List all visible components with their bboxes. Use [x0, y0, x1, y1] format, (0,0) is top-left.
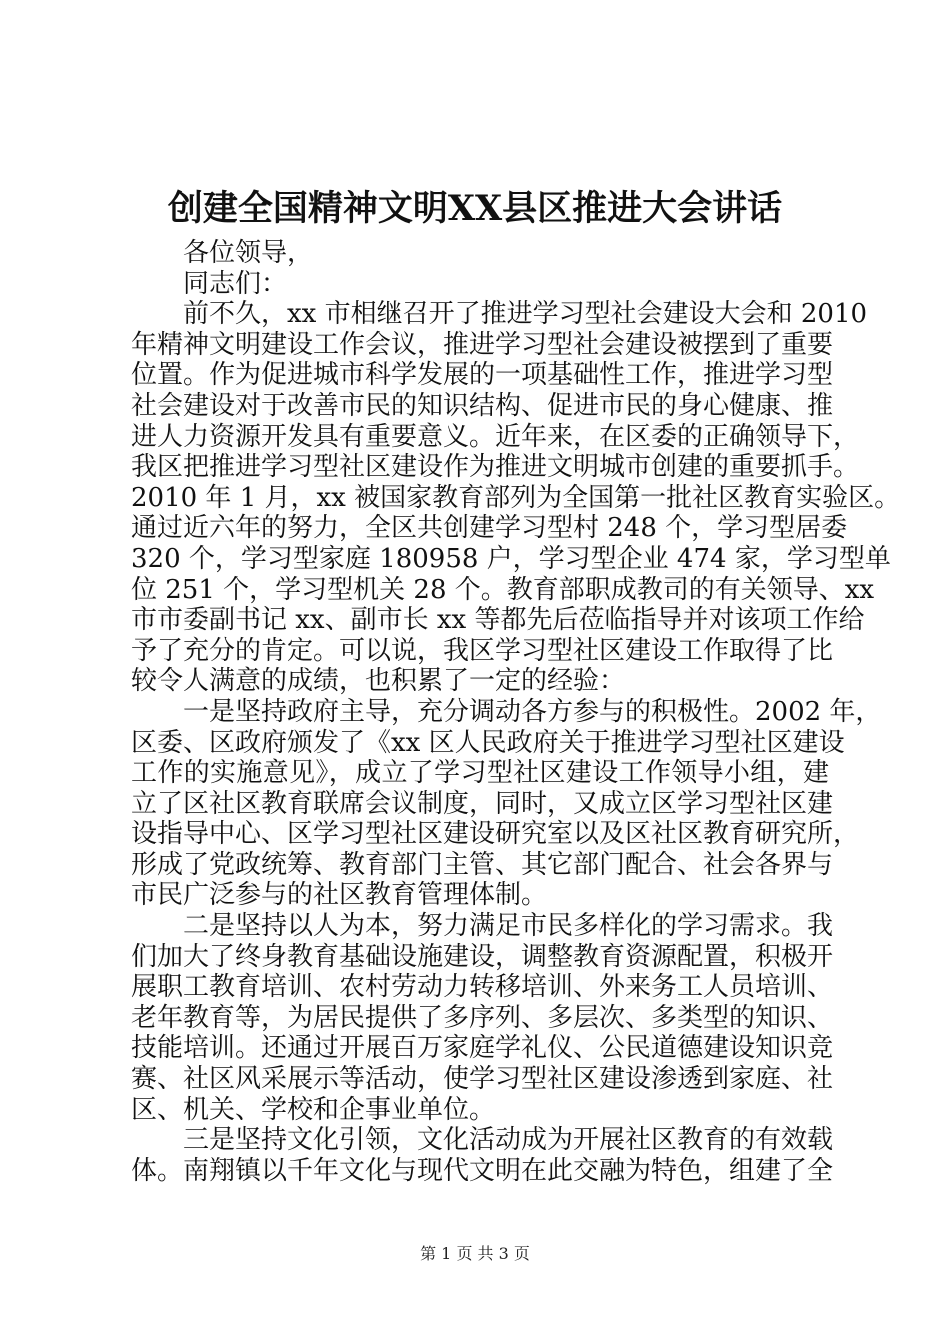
- text-line: 同志们：: [183, 268, 288, 299]
- text-line: 我区把推进学习型社区建设作为推进文明城市创建的重要抓手。: [131, 452, 860, 483]
- text-line: 形成了党政统筹、教育部门主管、其它部门配合、社会各界与: [131, 849, 834, 880]
- text-line: 进人力资源开发具有重要意义。近年来，在区委的正确领导下，: [131, 421, 860, 452]
- text-line: 位置。作为促进城市科学发展的一项基础性工作，推进学习型: [131, 360, 834, 391]
- text-line: 市民广泛参与的社区教育管理体制。: [131, 880, 548, 911]
- text-line: 区、机关、学校和企事业单位。: [131, 1094, 496, 1125]
- text-line: 较令人满意的成绩，也积累了一定的经验：: [131, 666, 626, 697]
- text-line: 予了充分的肯定。可以说，我区学习型社区建设工作取得了比: [131, 635, 834, 666]
- text-line: 设指导中心、区学习型社区建设研究室以及区社区教育研究所，: [131, 819, 860, 850]
- text-line: 市市委副书记 xx、副市长 xx 等都先后莅临指导并对该项工作给: [131, 605, 865, 636]
- text-line: 各位领导，: [183, 238, 314, 268]
- text-line: 年精神文明建设工作会议，推进学习型社会建设被摆到了重要: [131, 329, 834, 360]
- text-line: 三是坚持文化引领，文化活动成为开展社区教育的有效载: [183, 1125, 834, 1156]
- text-line: 社会建设对于改善市民的知识结构、促进市民的身心健康、推: [131, 390, 834, 421]
- text-line: 工作的实施意见》，成立了学习型社区建设工作领导小组，建: [131, 758, 829, 789]
- text-line: 2010 年 1 月，xx 被国家教育部列为全国第一批社区教育实验区。: [131, 482, 901, 513]
- text-line: 老年教育等，为居民提供了多序列、多层次、多类型的知识、: [131, 1002, 834, 1033]
- document-body: [131, 238, 901, 1186]
- text-line: 位 251 个，学习型机关 28 个。教育部职成教司的有关领导、xx: [131, 574, 875, 605]
- text-line: 展职工教育培训、农村劳动力转移培训、外来务工人员培训、: [131, 972, 834, 1003]
- text-line: 体。南翔镇以千年文化与现代文明在此交融为特色，组建了全: [131, 1155, 834, 1186]
- text-line: 320 个，学习型家庭 180958 户，学习型企业 474 家，学习型单: [131, 543, 891, 574]
- page-footer: 第 1 页 共 3 页: [420, 1244, 530, 1263]
- text-line: 赛、社区风采展示等活动，使学习型社区建设渗透到家庭、社: [131, 1064, 834, 1095]
- text-line: 通过近六年的努力，全区共创建学习型村 248 个，学习型居委: [131, 513, 848, 544]
- text-line: 一是坚持政府主导，充分调动各方参与的积极性。2002 年，: [183, 696, 882, 727]
- text-line: 二是坚持以人为本，努力满足市民多样化的学习需求。我: [183, 911, 834, 942]
- text-line: 前不久，xx 市相继召开了推进学习型社会建设大会和 2010: [183, 299, 868, 330]
- document-title: 创建全国精神文明XX县区推进大会讲话: [167, 188, 783, 229]
- text-line: 立了区社区教育联席会议制度，同时，又成立区学习型社区建: [131, 788, 834, 819]
- text-line: 区委、区政府颁发了《xx 区人民政府关于推进学习型社区建设: [131, 727, 845, 758]
- text-line: 们加大了终身教育基础设施建设，调整教育资源配置，积极开: [131, 941, 834, 972]
- text-line: 技能培训。还通过开展百万家庭学礼仪、公民道德建设知识竞: [131, 1033, 834, 1064]
